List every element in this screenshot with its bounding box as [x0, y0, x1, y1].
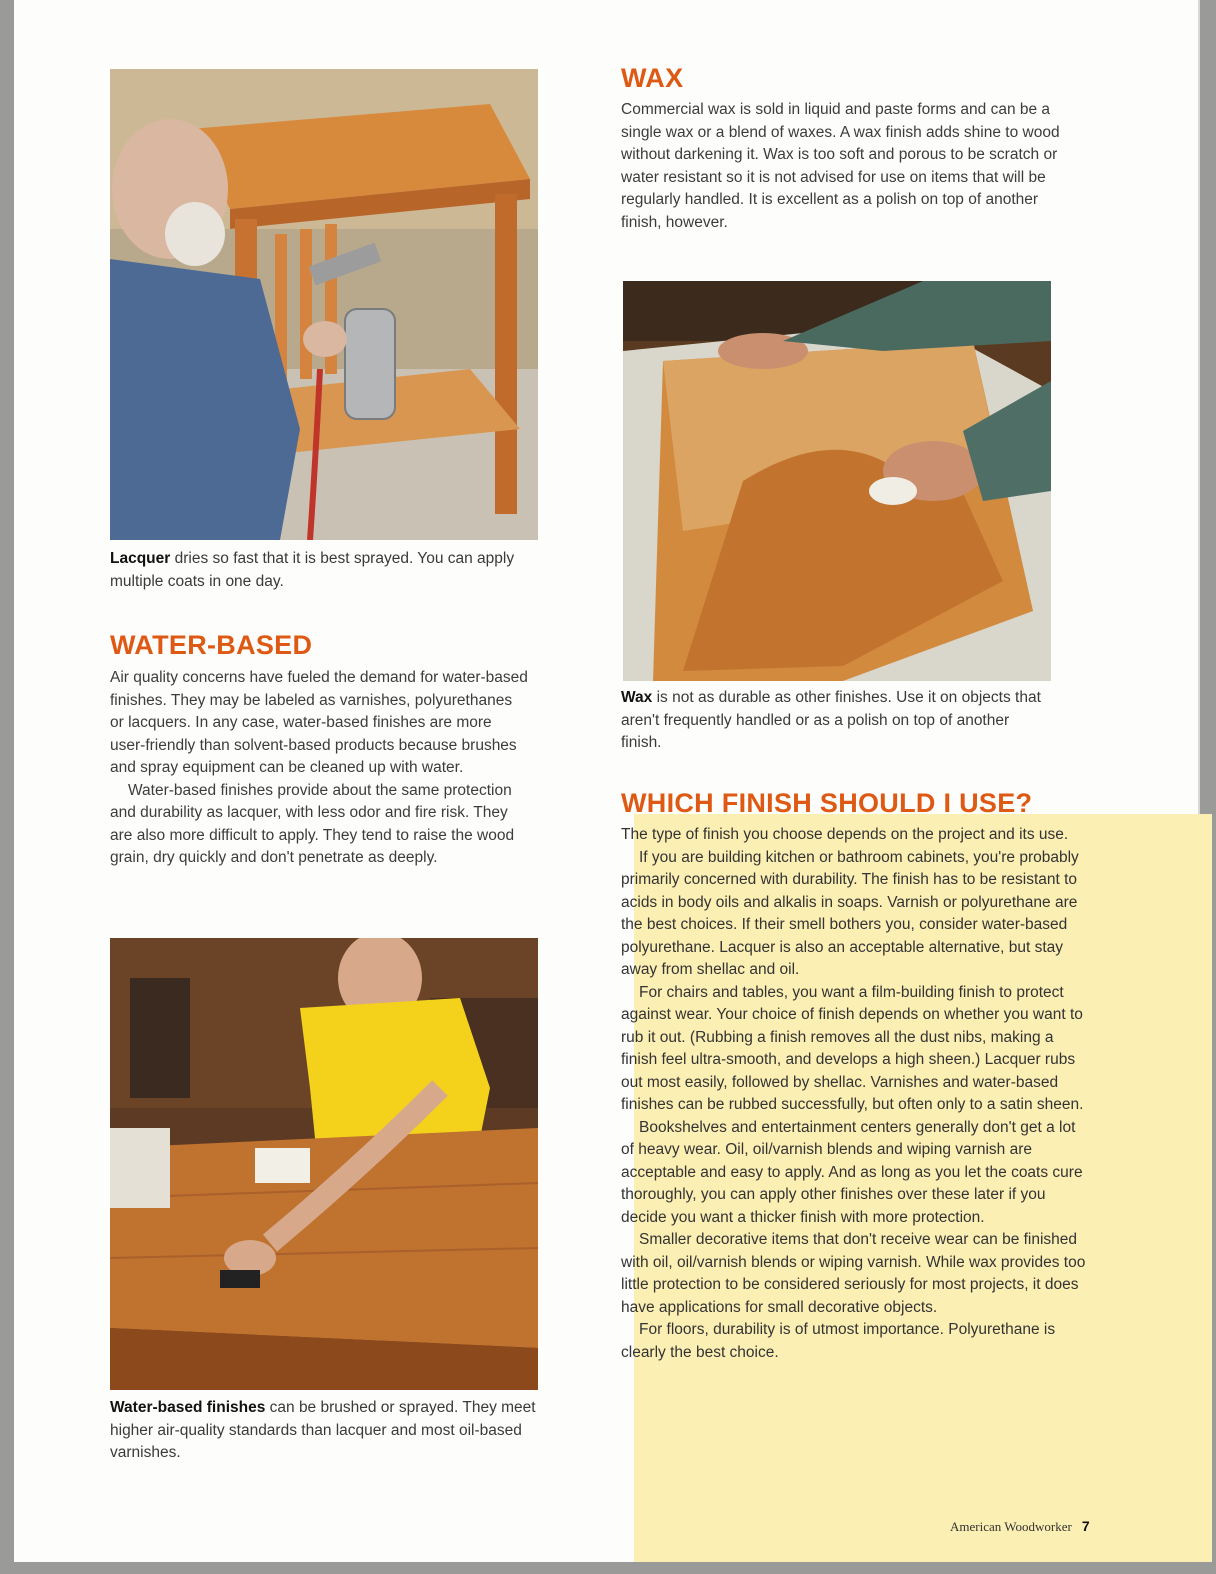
water-based-caption-term: Water-based finishes	[110, 1399, 266, 1416]
which-finish-paragraph-2: If you are building kitchen or bathroom cabinets, you're probably primarily concerned with durability. The finish has to be resistant to acids in body oils and alkalis in soaps. Varnish or polyurethane are the best choices. If their smell bothers you, consider water-based polyurethane. Lacquer is also an acceptable alternative, but stay away from shellac and oil.	[621, 848, 1079, 978]
wax-caption-text: is not as durable as other finishes. Use it on objects that aren't frequently handled or as a polish on top of another finish.	[621, 689, 1041, 751]
page-folio	[950, 1518, 1090, 1535]
which-finish-paragraph-3: For chairs and tables, you want a film-building finish to protect against wear. Your choice of finish depends on whether you want to rub it out. (Rubbing a finish removes all the dust nibs, making a finish feel ultra-smooth, and develops a high sheen.) Lacquer rubs out most easily, followed by shellac. Varnishes and water-based finishes can be rubbed successfully, but often only to a satin sheen.	[621, 983, 1084, 1113]
water-based-paragraph-1: Air quality concerns have fueled the demand for water-based finishes. They may be labeled as varnishes, polyurethanes or lacquers. In any case, water-based finishes are more user-friendly than solvent-based products because brushes and spray equipment can be cleaned up with water.	[110, 669, 528, 776]
water-based-caption-text: can be brushed or sprayed. They meet higher air-quality standards than lacquer and most oil-based varnishes.	[110, 1399, 536, 1461]
which-finish-body	[621, 824, 1087, 1364]
wax-photo	[623, 281, 1051, 681]
lacquer-caption-text: dries so fast that it is best sprayed. You can apply multiple coats in one day.	[110, 550, 515, 590]
water-based-photo	[110, 938, 538, 1390]
which-finish-paragraph-5: Smaller decorative items that don't receive wear can be finished with oil, oil/varnish blends or wiping varnish. While wax provides too little protection to be considered seriously for most projects, it does have applications for small decorative objects.	[621, 1231, 1086, 1316]
water-based-caption	[110, 1397, 540, 1465]
wax-body	[621, 99, 1061, 234]
wax-caption-term: Wax	[621, 689, 653, 706]
water-based-body	[110, 667, 530, 870]
magazine-page	[14, 0, 1198, 1562]
lacquer-photo	[110, 69, 538, 540]
water-based-paragraph-2: Water-based finishes provide about the same protection and durability as lacquer, with less odor and fire risk. They are also more difficult to apply. They tend to raise the wood grain, dry quickly and don't penetrate as deeply.	[110, 781, 515, 866]
wax-paragraph-1: Commercial wax is sold in liquid and paste forms and can be a single wax or a blend of waxes. A wax finish adds shine to wood without darkening it. Wax is too soft and porous to be scratch or water resistant so it is not advised for use on items that will be regularly handled. It is excellent as a polish on top of another finish, however.	[621, 101, 1060, 231]
which-finish-paragraph-6: For floors, durability is of utmost importance. Polyurethane is clearly the best choice.	[621, 1321, 1056, 1361]
wax-caption	[621, 687, 1051, 755]
which-finish-heading: WHICH FINISH SHOULD I USE?	[621, 788, 1033, 818]
water-based-heading: WATER-BASED	[110, 630, 313, 660]
which-finish-paragraph-4: Bookshelves and entertainment centers generally don't get a lot of heavy wear. Oil, oil/varnish blends and wiping varnish are acceptable and easy to apply. And as long as you let the coats cure thoroughly, you can apply other finishes over these later if you decide you want a thicker finish with more protection.	[621, 1118, 1083, 1226]
which-finish-paragraph-1: The type of finish you choose depends on the project and its use.	[621, 826, 1069, 843]
page-number: 7	[1081, 1518, 1090, 1534]
wax-heading: WAX	[621, 63, 684, 93]
lacquer-caption-term: Lacquer	[110, 550, 171, 567]
lacquer-caption	[110, 548, 530, 593]
magazine-name: American Woodworker	[950, 1519, 1072, 1534]
